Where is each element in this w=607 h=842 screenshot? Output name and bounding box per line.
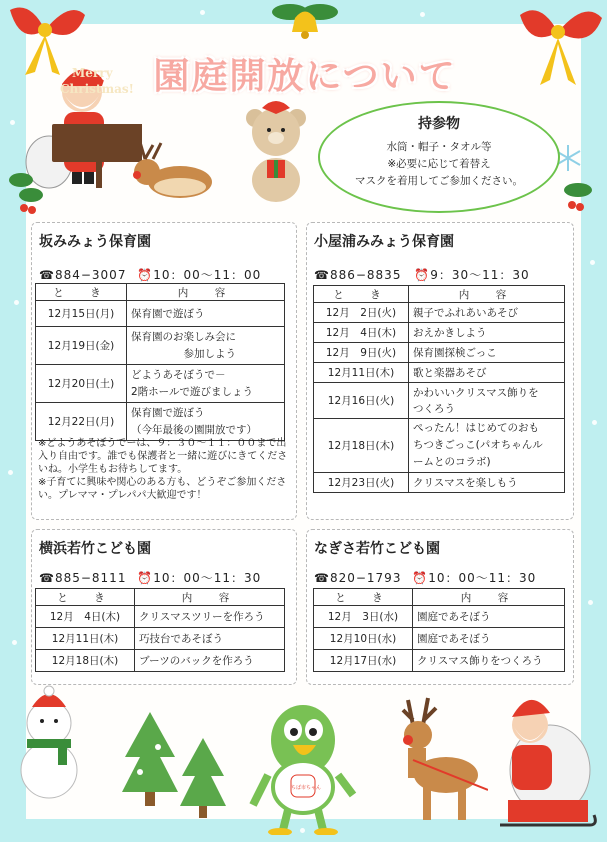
nursery-card-koyaura [306,222,574,520]
table-row [314,303,565,323]
phone-icon: ☎ [314,268,330,282]
bring-items-line: ※必要に応じて着替え [387,158,491,170]
table-row [314,343,565,363]
reindeer-standing-illustration [388,690,488,830]
table-row [314,363,565,383]
event-content: クリスマスツリーを作ろう [135,606,285,628]
nursery-name: 坂みみょう保育園 [39,234,151,250]
event-content: 巧技台であそぼう [135,628,285,650]
phone-hours-line [39,266,261,283]
table-row [36,365,285,403]
event-date: 12月15日(月) [36,301,127,327]
snow-dot [14,300,19,305]
event-date: 12月22日(月) [36,403,127,441]
page-title: 園庭開放について [153,56,457,97]
ribbon-bow-icon [510,0,607,90]
phone-icon: ☎ [39,268,55,282]
schedule-table [313,285,565,493]
clock-icon: ⏰ [412,571,429,585]
phone-icon: ☎ [314,571,330,585]
phone-hours-line [314,569,536,586]
christmas-tree-icon [120,712,180,812]
event-date: 12月18日(木) [36,650,135,672]
event-date: 12月 2日(火) [314,303,409,323]
event-content: ブーツのバックを作ろう [135,650,285,672]
event-content: 保育園のお楽しみ会に 参加しよう [127,327,285,365]
nursery-card-yokohama-wakatake [31,529,297,685]
event-date: 12月10日(水) [314,628,413,650]
event-date: 12月19日(金) [36,327,127,365]
phone-hours-line [314,266,530,283]
holly-icon [6,160,46,220]
bring-items-line: 水筒・帽子・タオル等 [386,141,492,153]
table-header-row [36,589,285,606]
note-text: ※子育てに興味や関心のある方も、どうぞご参加ください。プレママ・プレパパ大歓迎です！ [38,477,287,501]
table-header-row [36,284,285,301]
table-row [314,473,565,493]
sign-text-christmas: Christmas! [60,82,134,96]
table-row [314,628,565,650]
column-header-date: と き [36,284,127,301]
event-date: 12月23日(火) [314,473,409,493]
teddy-bear-illustration [240,100,312,205]
event-content: かわいいクリスマス飾りを つくろう [409,383,565,419]
nursery-name: 横浜若竹こども園 [39,541,151,557]
nursery-card-sakamimyo [31,222,297,520]
table-row [314,650,565,672]
phone-number: 820−1793 [329,571,402,585]
schedule-table [313,588,565,672]
snow-dot [10,120,15,125]
event-content: クリスマス飾りをつくろう [413,650,565,672]
table-header-row [314,589,565,606]
table-row [36,403,285,441]
clock-icon: ⏰ [414,268,431,282]
table-row [36,301,285,327]
table-row [36,650,285,672]
green-bird-mascot-illustration [248,695,358,835]
holly-bell-icon [270,0,340,45]
event-content: クリスマスを楽しもう [409,473,565,493]
sign-text-merry: Merry [72,66,113,80]
column-header-date: と き [314,589,413,606]
snow-dot [592,420,597,425]
table-row [36,606,285,628]
event-date: 12月 4日(木) [314,323,409,343]
snowman-illustration [14,685,84,805]
column-header-date: と き [36,589,135,606]
phone-number: 884−3007 [54,268,127,282]
bring-items-line: マスクを着用してご参加ください。 [355,175,523,187]
event-date: 12月11日(木) [36,628,135,650]
bring-items-heading: 持参物 [418,116,460,132]
open-hours: 9：30～11：30 [430,268,530,282]
event-date: 12月11日(木) [314,363,409,383]
christmas-tree-icon [178,738,228,823]
holly-icon [558,175,598,225]
open-hours: 10：00～11：30 [428,571,537,585]
event-date: 12月16日(火) [314,383,409,419]
table-row [314,323,565,343]
event-content: 保育園で遊ぼう [127,301,285,327]
snow-dot [588,600,593,605]
nursery-name: 小屋浦みみょう保育園 [314,234,454,250]
event-date: 12月 3日(水) [314,606,413,628]
open-hours: 10：00～11：30 [153,571,262,585]
table-row [314,383,565,419]
event-content: おえかきしよう [409,323,565,343]
column-header-content: 内 容 [127,284,285,301]
phone-icon: ☎ [39,571,55,585]
event-content: 園庭であそぼう [413,628,565,650]
phone-number: 886−8835 [329,268,402,282]
column-header-content: 内 容 [135,589,285,606]
open-hours: 10：00～11：00 [153,268,262,282]
schedule-table [35,283,285,441]
clock-icon: ⏰ [137,268,154,282]
nursery-card-nagisa-wakatake [306,529,574,685]
snow-dot [590,260,595,265]
clock-icon: ⏰ [137,571,154,585]
table-row [314,419,565,473]
snow-dot [420,12,425,17]
bring-items-box [318,101,560,213]
santa-sleigh-illustration [490,685,600,835]
table-row [36,628,285,650]
event-date: 12月20日(土) [36,365,127,403]
schedule-table [35,588,285,672]
event-content: 園庭であそぼう [413,606,565,628]
phone-hours-line [39,569,261,586]
event-content: 保育園探検ごっこ [409,343,565,363]
event-date: 12月 9日(火) [314,343,409,363]
snow-dot [8,470,13,475]
table-row [314,606,565,628]
event-content: 歌と楽器あそび [409,363,565,383]
event-date: 12月18日(木) [314,419,409,473]
reindeer-lying-illustration [125,137,215,202]
event-content: 親子でふれあいあそび [409,303,565,323]
event-content: ぺったん！はじめてのおも ちつきごっこ(パオちゃんル ームとのコラボ) [409,419,565,473]
table-header-row [314,286,565,303]
event-date: 12月 4日(木) [36,606,135,628]
column-header-content: 内 容 [413,589,565,606]
mascot-badge-text: ちば市ちゃん [291,785,322,791]
event-content: 保育園で遊ぼう （今年最後の園開放です） [127,403,285,441]
column-header-date: と き [314,286,409,303]
column-header-content: 内 容 [409,286,565,303]
table-row [36,327,285,365]
event-content: どようあそぼうで－ 2階ホールで遊びましょう [127,365,285,403]
snow-dot [200,10,205,15]
snow-dot [12,640,17,645]
phone-number: 885−8111 [54,571,127,585]
note-text: ※どようあそぼうでーは、９：３０～１１：００まで出入り自由です。誰でも保護者と一緒に遊びにきてくださいね。小学生もお待ちしてます。 [38,438,288,475]
nursery-name: なぎさ若竹こども園 [314,541,440,557]
event-date: 12月17日(水) [314,650,413,672]
